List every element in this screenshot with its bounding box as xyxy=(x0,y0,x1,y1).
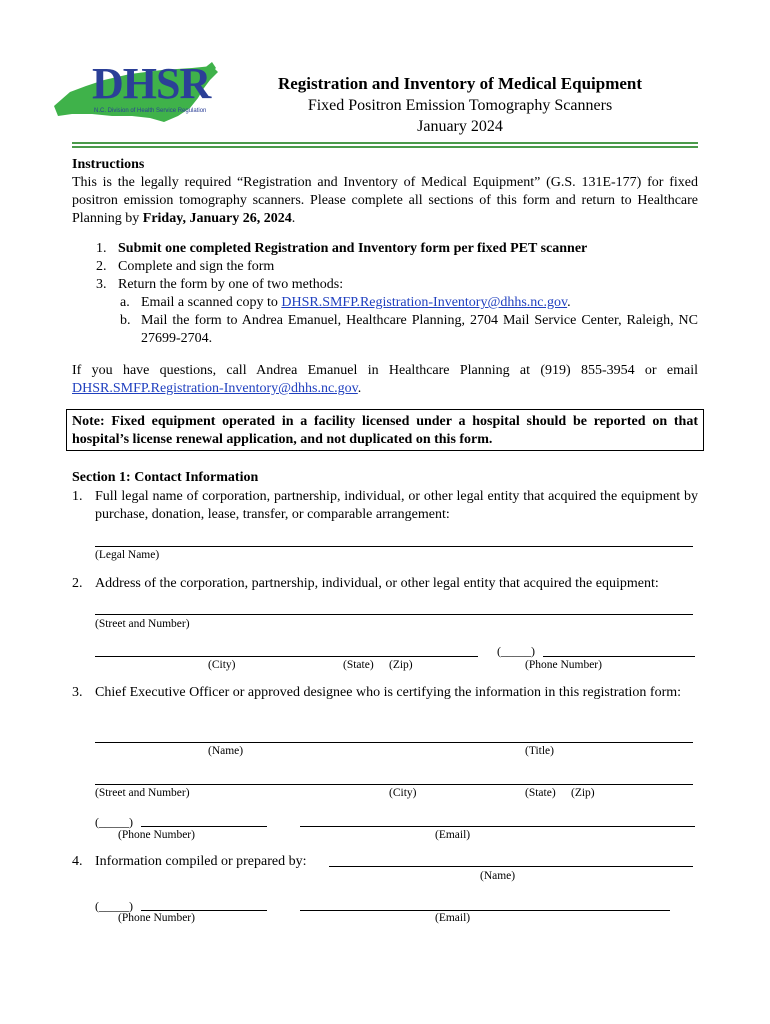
question-4-text: Information compiled or prepared by: xyxy=(95,854,307,869)
sub-item-number: b. xyxy=(120,313,131,328)
document-date: January 2024 xyxy=(417,118,503,135)
questions-end: . xyxy=(357,381,362,396)
sub-item-b-text: Mail the form to Andrea Emanuel, Healthcare Planning, 2704 Mail Service Center, Raleigh, NC 27699-2704. xyxy=(141,313,698,346)
note-text: Note: Fixed equipment operated in a facility licensed under a hospital should be reported on that hospital’s license renewal application, and not duplicated on this form. xyxy=(72,414,698,447)
list-item-text: Return the form by one of two methods: xyxy=(118,277,344,292)
question-number: 3. xyxy=(72,685,83,700)
section1-heading: Section 1: Contact Information xyxy=(72,470,259,485)
logo-wordmark: DHSR xyxy=(92,59,211,108)
zip-caption: (Zip) xyxy=(389,659,413,671)
question-1-text: Full legal name of corporation, partnership, individual, or other legal entity that acquired the equipment by purchase, donation, lease, transfer, or comparable arrangement: xyxy=(95,489,698,522)
name-caption: (Name) xyxy=(480,870,516,882)
dhsr-logo xyxy=(52,58,222,128)
city-caption: (City) xyxy=(208,659,236,671)
question-number: 1. xyxy=(72,489,83,504)
email-caption: (Email) xyxy=(435,829,471,841)
logo-subtext: N.C. Division of Health Service Regulation xyxy=(94,108,207,114)
questions-email-link[interactable]: DHSR.SMFP.Registration-Inventory@dhhs.nc.gov xyxy=(72,381,358,396)
sub-item-number: a. xyxy=(120,295,130,310)
list-item-number: 2. xyxy=(96,259,107,274)
street-field[interactable] xyxy=(95,614,693,615)
header-rule-top xyxy=(72,142,698,144)
question-2-text: Address of the corporation, partnership, individual, or other legal entity that acquired the equipment: xyxy=(95,576,659,591)
ceo-address-field[interactable] xyxy=(95,784,693,785)
questions-paragraph xyxy=(72,362,698,398)
sub-item-a-end: . xyxy=(567,295,571,310)
header-rule-bottom xyxy=(72,146,698,148)
preparer-email-field[interactable] xyxy=(300,910,670,911)
phone-area-code: (_____) xyxy=(95,815,133,829)
question-number: 4. xyxy=(72,854,83,869)
question-number: 2. xyxy=(72,576,83,591)
state-caption: (State) xyxy=(343,659,374,671)
instructions-intro xyxy=(72,174,698,228)
list-item-number: 1. xyxy=(96,241,107,256)
question-3-text: Chief Executive Officer or approved designee who is certifying the information in this registration form: xyxy=(95,685,682,700)
instructions-heading: Instructions xyxy=(72,157,145,172)
street-caption: (Street and Number) xyxy=(95,787,190,799)
legal-name-field[interactable] xyxy=(95,546,693,547)
phone-area-code: (_____) xyxy=(95,899,133,913)
list-item-text: Submit one completed Registration and Inventory form per fixed PET scanner xyxy=(118,241,588,256)
zip-caption: (Zip) xyxy=(571,787,595,799)
email-caption: (Email) xyxy=(435,912,471,924)
preparer-name-field[interactable] xyxy=(329,866,693,867)
city-state-zip-field[interactable] xyxy=(95,656,478,657)
phone-caption: (Phone Number) xyxy=(525,659,602,671)
list-item-number: 3. xyxy=(96,277,107,292)
document-subtitle: Fixed Positron Emission Tomography Scanners xyxy=(307,97,613,114)
email-link[interactable]: DHSR.SMFP.Registration-Inventory@dhhs.nc.gov xyxy=(281,295,568,310)
phone-field[interactable] xyxy=(543,656,695,657)
ceo-phone-field[interactable] xyxy=(141,826,267,827)
city-caption: (City) xyxy=(389,787,417,799)
state-caption: (State) xyxy=(525,787,556,799)
phone-caption: (Phone Number) xyxy=(118,829,195,841)
intro-end: . xyxy=(291,211,296,226)
phone-caption: (Phone Number) xyxy=(118,912,195,924)
street-caption: (Street and Number) xyxy=(95,618,190,630)
sub-item-a xyxy=(141,294,571,312)
phone-area-code: (_____) xyxy=(497,644,535,658)
list-item-text: Complete and sign the form xyxy=(118,259,275,274)
ceo-email-field[interactable] xyxy=(300,826,695,827)
intro-deadline: Friday, January 26, 2024 xyxy=(142,211,292,226)
title-caption: (Title) xyxy=(525,745,554,757)
questions-text: If you have questions, call Andrea Emanuel in Healthcare Planning at (919) 855-3954 or email xyxy=(72,363,698,378)
name-caption: (Name) xyxy=(208,745,244,757)
ceo-name-title-field[interactable] xyxy=(95,742,693,743)
sub-item-a-text: Email a scanned copy to xyxy=(141,295,282,310)
document-title: Registration and Inventory of Medical Equipment xyxy=(277,74,643,93)
intro-text: This is the legally required “Registration and Inventory of Medical Equipment” (G.S. 131E-177) for fixed positron emission tomography scanners. Please complete all sections of this form and return to Healthcare Planning by xyxy=(72,175,698,226)
preparer-phone-field[interactable] xyxy=(141,910,267,911)
legal-name-caption: (Legal Name) xyxy=(95,549,160,561)
